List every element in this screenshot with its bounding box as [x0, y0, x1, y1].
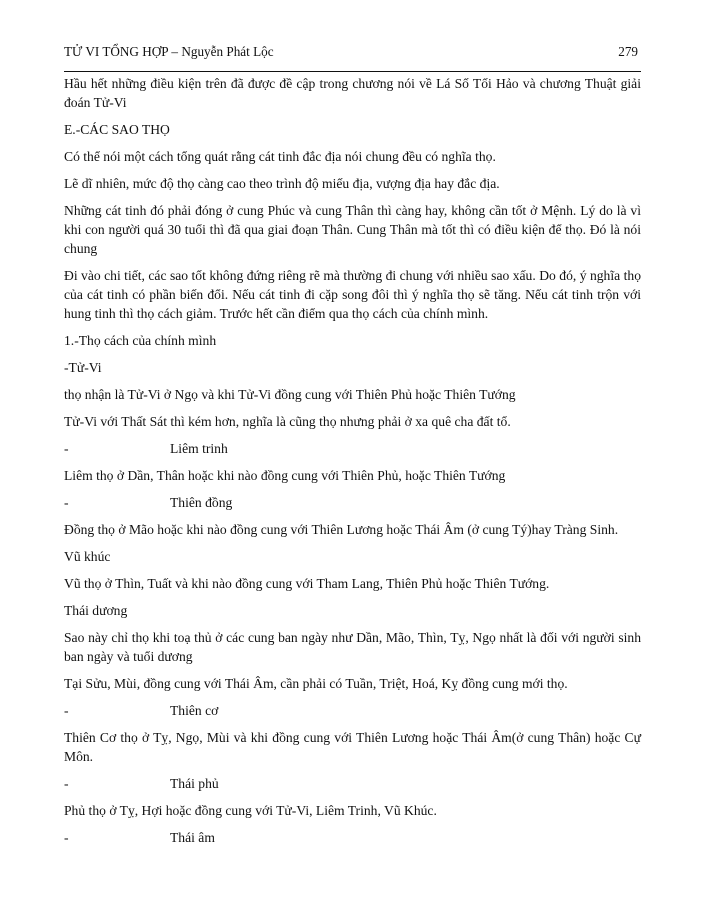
dash-marker: - — [64, 495, 69, 510]
dash-marker: - — [64, 441, 69, 456]
dash-marker: - — [64, 776, 69, 791]
star-heading-tu-vi: -Tử-Vi — [64, 360, 102, 375]
star-heading-thai-phu — [64, 774, 641, 793]
star-name: Thái phủ — [170, 776, 219, 791]
paragraph: Vũ thọ ở Thìn, Tuất và khi nào đồng cung với Tham Lang, Thiên Phủ hoặc Thiên Tướng. — [64, 576, 550, 591]
paragraph: Sao này chỉ thọ khi toạ thủ ở các cung ban ngày như Dần, Mão, Thìn, Tỵ, Ngọ nhất là đối với người sinh ban ngày và tuổi dương — [64, 630, 641, 664]
star-heading-thai-duong: Thái dương — [64, 603, 128, 618]
star-name: Thiên đồng — [170, 495, 233, 510]
paragraph: Đồng thọ ở Mão hoặc khi nào đồng cung với Thiên Lương hoặc Thái Âm (ở cung Tý)hay Tràng Sinh. — [64, 522, 619, 537]
star-heading-thai-am — [64, 828, 641, 847]
paragraph: Liêm thọ ở Dần, Thân hoặc khi nào đồng cung với Thiên Phủ, hoặc Thiên Tướng — [64, 468, 506, 483]
paragraph: Lẽ dĩ nhiên, mức độ thọ càng cao theo trình độ miếu địa, vượng địa hay đắc địa. — [64, 176, 500, 191]
subsection-heading: 1.-Thọ cách của chính mình — [64, 333, 217, 348]
paragraph: Những cát tinh đó phải đóng ở cung Phúc và cung Thân thì càng hay, không cần tốt ở Mệnh. Lý do là vì khi con người quá 30 tuổi thì đã qua giai đoạn Thân. Cung Thân mà tốt thì có điều kiện để thọ. Đó là nói chung — [64, 203, 641, 256]
star-heading-thien-co — [64, 701, 641, 720]
star-heading-thien-dong — [64, 493, 641, 512]
header-rule — [64, 71, 641, 72]
section-heading: E.-CÁC SAO THỌ — [64, 122, 170, 137]
running-title: TỬ VI TỔNG HỢP – Nguyễn Phát Lộc — [64, 44, 274, 59]
star-heading-vu-khuc: Vũ khúc — [64, 549, 111, 564]
paragraph: Tử-Vi với Thất Sát thì kém hơn, nghĩa là cũng thọ nhưng phải ở xa quê cha đất tổ. — [64, 414, 511, 429]
paragraph: Đi vào chi tiết, các sao tốt không đứng riêng rẽ mà thường đi chung với nhiều sao xấu. Do đó, ý nghĩa thọ của cát tinh có phần biến đổi. Nếu cát tinh đi cặp song đôi thì ý nghĩa thọ sẽ tăng. Nếu cát tinh trộn với hung tinh thì thọ cách giảm. Trước hết cần điểm qua thọ cách của chính mình. — [64, 268, 641, 321]
star-name: Thiên cơ — [170, 703, 219, 718]
page-header — [64, 44, 641, 64]
page-body — [64, 74, 641, 855]
paragraph: Thiên Cơ thọ ở Tỵ, Ngọ, Mùi và khi đồng cung với Thiên Lương hoặc Thái Âm(ở cung Thân) hoặc Cự Môn. — [64, 730, 641, 764]
paragraph: Phủ thọ ở Tỵ, Hợi hoặc đồng cung với Tử-Vi, Liêm Trinh, Vũ Khúc. — [64, 803, 437, 818]
paragraph: Có thể nói một cách tổng quát rằng cát tinh đắc địa nói chung đều có nghĩa thọ. — [64, 149, 496, 164]
star-name: Liêm trinh — [170, 441, 228, 456]
dash-marker: - — [64, 830, 69, 845]
star-heading-liem-trinh — [64, 439, 641, 458]
star-name: Thái âm — [170, 830, 215, 845]
paragraph: thọ nhận là Tử-Vi ở Ngọ và khi Tử-Vi đồng cung với Thiên Phủ hoặc Thiên Tướng — [64, 387, 516, 402]
paragraph-intro: Hầu hết những điều kiện trên đã được đề cập trong chương nói về Lá Số Tối Hảo và chương Thuật giải đoán Tử-Vi — [64, 76, 641, 110]
paragraph: Tại Sửu, Mùi, đồng cung với Thái Âm, cần phải có Tuần, Triệt, Hoá, Kỵ đồng cung mới thọ. — [64, 676, 568, 691]
page-number: 279 — [618, 44, 638, 59]
dash-marker: - — [64, 703, 69, 718]
